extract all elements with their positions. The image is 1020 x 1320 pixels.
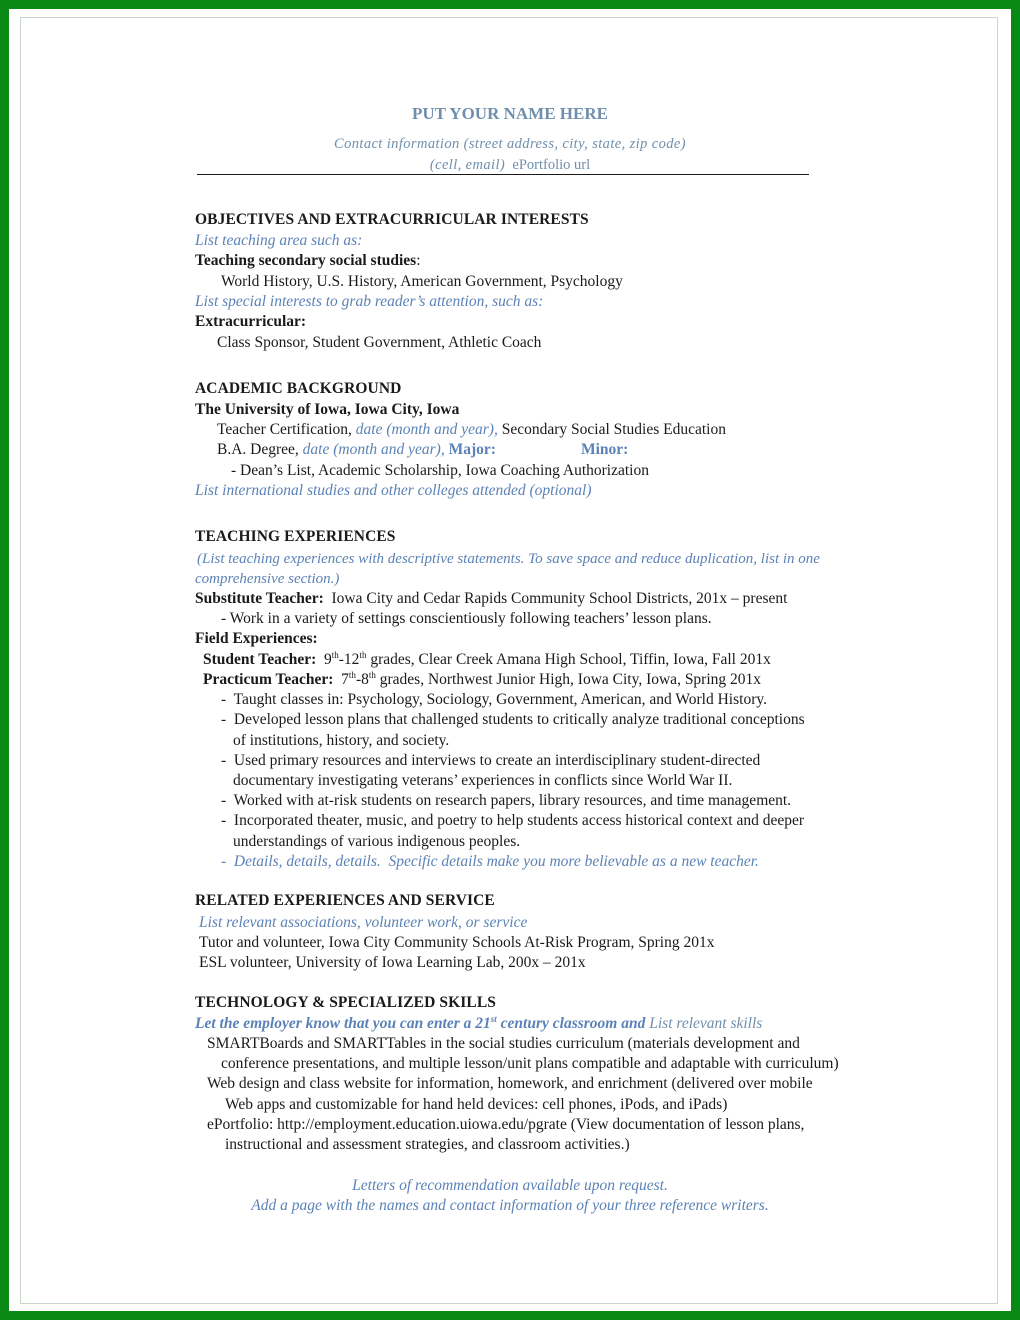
practicum-grade-end: -8 [355, 671, 369, 688]
technology-line: SMARTBoards and SMARTTables in the social studies curriculum (materials development and [207, 1035, 800, 1052]
related-hint: List relevant associations, volunteer work, or service [199, 914, 528, 931]
ba-prefix: B.A. Degree, [217, 441, 303, 458]
teaching-bullet: - Developed lesson plans that challenged students to critically analyze traditional conceptions [221, 711, 805, 728]
contact-info-line-2 [0, 155, 1020, 175]
academic-hint: List international studies and other colleges attended (optional) [195, 482, 592, 499]
ba-major: Major: [448, 441, 496, 458]
header-divider [197, 174, 809, 175]
teaching-area-label [195, 251, 421, 271]
extracurricular-label: Extracurricular: [195, 313, 307, 330]
practicum-grade-end-sup: th [368, 669, 376, 680]
teaching-area-label-text: Teaching secondary social studies [195, 252, 417, 269]
technology-line: Web design and class website for information, homework, and enrichment (delivered over mobile [207, 1075, 813, 1092]
resume-name: PUT YOUR NAME HERE [412, 104, 608, 123]
extracurricular-detail: Class Sponsor, Student Government, Athletic Coach [217, 334, 542, 351]
cert-date: date (month and year), [355, 421, 498, 438]
cert-program: Secondary Social Studies Education [497, 421, 726, 438]
related-item: Tutor and volunteer, Iowa City Community Schools At-Risk Program, Spring 201x [199, 934, 715, 951]
teaching-bullet-continuation: documentary investigating veterans’ experiences in conflicts since World War II. [233, 772, 733, 789]
student-teacher-rest: grades, Clear Creek Amana High School, Tiffin, Iowa, Fall 201x [366, 651, 771, 668]
student-grade-start: 9 [324, 651, 332, 668]
teaching-bullet: - Incorporated theater, music, and poetry to help students access historical context and deeper [221, 812, 804, 829]
teaching-details-hint: - Details, details, details. Specific details make you more believable as a new teacher. [221, 853, 759, 870]
objectives-hint-2: List special interests to grab reader’s attention, such as: [195, 293, 544, 310]
teacher-certification [217, 420, 726, 440]
ba-date: date (month and year), [302, 441, 445, 458]
field-experiences-label: Field Experiences: [195, 630, 318, 647]
student-grade-end: -12 [338, 651, 360, 668]
technology-line: instructional and assessment strategies, and classroom activities.) [225, 1136, 630, 1153]
student-teacher [203, 650, 771, 670]
technology-line: ePortfolio: http://employment.education.uiowa.edu/pgrate (View documentation of lesson plans, [207, 1116, 805, 1133]
contact-cell-email: (cell, email) [429, 157, 506, 173]
contact-info-line: Contact information (street address, city, state, zip code) [334, 136, 686, 152]
teaching-area-colon: : [416, 252, 421, 269]
technology-hint-c: List relevant skills [649, 1015, 763, 1032]
ba-degree [217, 440, 496, 460]
teaching-hint-line-1: (List teaching experiences with descriptive statements. To save space and reduce duplication, list in one [197, 551, 820, 567]
section-heading-related: RELATED EXPERIENCES AND SERVICE [195, 892, 495, 909]
section-heading-technology: TECHNOLOGY & SPECIALIZED SKILLS [195, 994, 496, 1011]
practicum-grade-start: 7 [341, 671, 349, 688]
substitute-teacher [195, 589, 787, 609]
substitute-detail: - Work in a variety of settings conscientiously following teachers’ lesson plans. [221, 610, 712, 627]
school-name: The University of Iowa, Iowa City, Iowa [195, 401, 460, 418]
footer-references: Add a page with the names and contact information of your three reference writers. [251, 1197, 769, 1214]
technology-hint-a: Let the employer know that you can enter a 21 [195, 1015, 491, 1032]
practicum-grade-start-sup: th [348, 669, 356, 680]
technology-line: conference presentations, and multiple lesson/unit plans compatible and adaptable with curriculum) [221, 1055, 839, 1072]
technology-hint [195, 1014, 762, 1034]
substitute-text: Iowa City and Cedar Rapids Community School Districts, 201x – present [323, 590, 788, 607]
eportfolio-url: ePortfolio url [512, 157, 591, 173]
practicum-label: Practicum Teacher: [203, 671, 334, 688]
section-heading-objectives: OBJECTIVES AND EXTRACURRICULAR INTERESTS [195, 211, 589, 228]
related-item: ESL volunteer, University of Iowa Learning Lab, 200x – 201x [199, 954, 586, 971]
technology-hint-sup: st [490, 1013, 497, 1024]
teaching-bullet: - Used primary resources and interviews to create an interdisciplinary student-directed [221, 752, 761, 769]
teaching-hint-line-2: comprehensive section.) [195, 571, 340, 587]
teaching-bullet-continuation: of institutions, history, and society. [233, 732, 450, 749]
teaching-area-detail: World History, U.S. History, American Government, Psychology [221, 273, 623, 290]
objectives-hint-1: List teaching area such as: [195, 232, 363, 249]
teaching-bullet: - Taught classes in: Psychology, Sociology, Government, American, and World History. [221, 691, 767, 708]
practicum-teacher [203, 670, 761, 690]
cert-prefix: Teacher Certification, [217, 421, 356, 438]
student-teacher-label: Student Teacher: [203, 651, 317, 668]
teaching-bullet-continuation: understandings of various indigenous peoples. [233, 833, 521, 850]
section-heading-academic: ACADEMIC BACKGROUND [195, 380, 402, 397]
academic-honors: - Dean’s List, Academic Scholarship, Iowa Coaching Authorization [231, 462, 649, 479]
technology-line: Web apps and customizable for hand held devices: cell phones, iPods, and iPads) [225, 1096, 728, 1113]
section-heading-teaching: TEACHING EXPERIENCES [195, 528, 396, 545]
footer-recommendations: Letters of recommendation available upon request. [352, 1177, 668, 1194]
student-grade-start-sup: th [331, 649, 339, 660]
teaching-bullet: - Worked with at-risk students on research papers, library resources, and time management. [221, 792, 792, 809]
substitute-label: Substitute Teacher: [195, 590, 324, 607]
practicum-rest: grades, Northwest Junior High, Iowa City, Iowa, Spring 201x [375, 671, 762, 688]
technology-hint-b: century classroom and [496, 1015, 650, 1032]
ba-minor: Minor: [581, 441, 629, 458]
student-grade-end-sup: th [359, 649, 367, 660]
